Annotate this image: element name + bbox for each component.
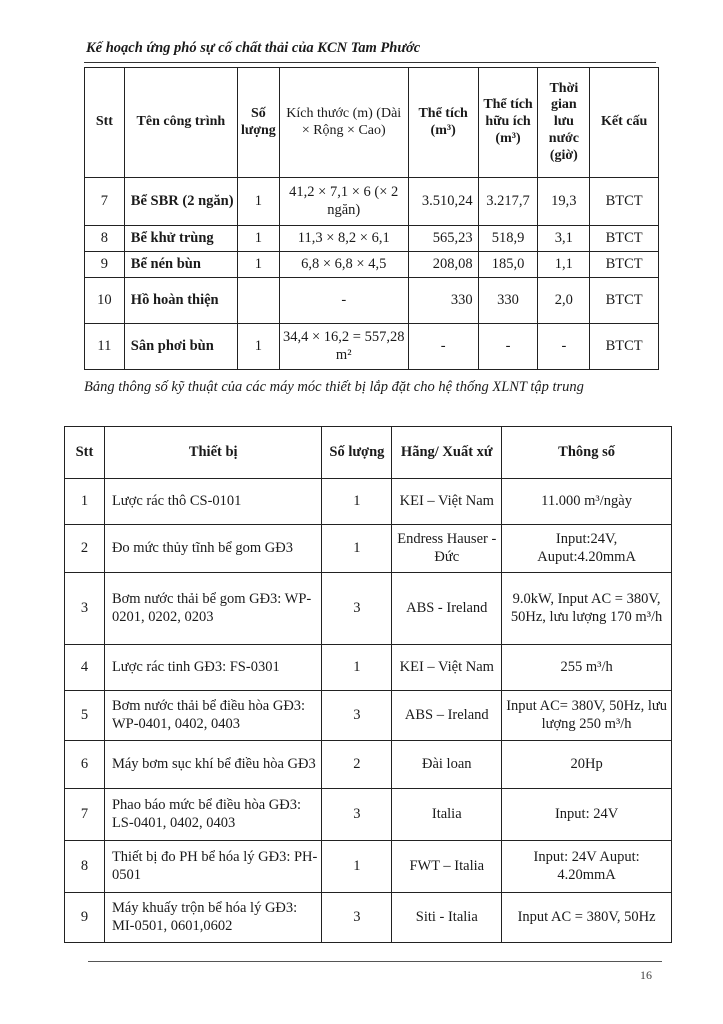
cell-brand: Italia xyxy=(392,789,502,841)
cell-stt: 3 xyxy=(65,573,105,645)
cell-qty: 3 xyxy=(322,573,392,645)
table-caption: Bảng thông số kỹ thuật của các máy móc thiết bị lắp đặt cho hệ thống XLNT tập trung xyxy=(84,379,584,395)
cell-specs: Input:24V, Auput:4.20mmA xyxy=(502,525,672,573)
cell-retention: 19,3 xyxy=(538,178,590,226)
cell-useful-volume: - xyxy=(478,324,538,370)
cell-qty: 3 xyxy=(322,789,392,841)
cell-structure: BTCT xyxy=(590,178,659,226)
table-row xyxy=(85,278,659,324)
col-header-name: Tên công trình xyxy=(124,68,237,178)
table-row xyxy=(65,691,672,741)
cell-stt: 7 xyxy=(85,178,125,226)
cell-volume: 330 xyxy=(408,278,478,324)
cell-name: Bể SBR (2 ngăn) xyxy=(124,178,237,226)
cell-volume: 565,23 xyxy=(408,226,478,252)
cell-device: Phao báo mức bể điều hòa GĐ3: LS-0401, 0402, 0403 xyxy=(104,789,322,841)
cell-stt: 8 xyxy=(65,841,105,893)
cell-specs: Input AC = 380V, 50Hz xyxy=(502,893,672,943)
table-row xyxy=(65,645,672,691)
cell-qty: 1 xyxy=(322,645,392,691)
page-number: 16 xyxy=(640,968,652,982)
table-header-row xyxy=(85,68,659,178)
cell-stt: 2 xyxy=(65,525,105,573)
table-row xyxy=(65,789,672,841)
table-row xyxy=(65,893,672,943)
cell-stt: 6 xyxy=(65,741,105,789)
cell-qty: 1 xyxy=(322,525,392,573)
cell-stt: 4 xyxy=(65,645,105,691)
cell-device: Thiết bị đo PH bể hóa lý GĐ3: PH-0501 xyxy=(104,841,322,893)
cell-device: Bơm nước thải bể điều hòa GĐ3: WP-0401, 0402, 0403 xyxy=(104,691,322,741)
cell-useful-volume: 518,9 xyxy=(478,226,538,252)
table-row xyxy=(65,573,672,645)
cell-name: Bể khử trùng xyxy=(124,226,237,252)
cell-brand: Endress Hauser - Đức xyxy=(392,525,502,573)
cell-stt: 7 xyxy=(65,789,105,841)
cell-name: Hồ hoàn thiện xyxy=(124,278,237,324)
cell-device: Lược rác thô CS-0101 xyxy=(104,479,322,525)
cell-dims: - xyxy=(279,278,408,324)
col-header-specs: Thông số xyxy=(502,427,672,479)
cell-retention: 1,1 xyxy=(538,252,590,278)
table-row xyxy=(85,178,659,226)
cell-qty: 1 xyxy=(237,178,279,226)
cell-qty: 1 xyxy=(237,252,279,278)
col-header-retention: Thời gian lưu nước (giờ) xyxy=(538,68,590,178)
cell-useful-volume: 3.217,7 xyxy=(478,178,538,226)
cell-structure: BTCT xyxy=(590,324,659,370)
cell-name: Bể nén bùn xyxy=(124,252,237,278)
cell-name: Sân phơi bùn xyxy=(124,324,237,370)
cell-brand: Đài loan xyxy=(392,741,502,789)
cell-brand: KEI – Việt Nam xyxy=(392,479,502,525)
cell-stt: 11 xyxy=(85,324,125,370)
header-title: Kế hoạch ứng phó sự cố chất thải của KCN Tam Phước xyxy=(86,40,421,56)
cell-device: Bơm nước thải bể gom GĐ3: WP-0201, 0202, 0203 xyxy=(104,573,322,645)
table-header-row xyxy=(65,427,672,479)
cell-dims: 11,3 × 8,2 × 6,1 xyxy=(279,226,408,252)
cell-brand: KEI – Việt Nam xyxy=(392,645,502,691)
cell-stt: 1 xyxy=(65,479,105,525)
header-divider xyxy=(84,62,656,63)
cell-stt: 5 xyxy=(65,691,105,741)
cell-qty: 3 xyxy=(322,893,392,943)
cell-specs: Input: 24V Auput: 4.20mmA xyxy=(502,841,672,893)
cell-qty: 1 xyxy=(322,479,392,525)
cell-stt: 8 xyxy=(85,226,125,252)
cell-dims: 41,2 × 7,1 × 6 (× 2 ngăn) xyxy=(279,178,408,226)
cell-retention: - xyxy=(538,324,590,370)
table-row xyxy=(65,741,672,789)
cell-specs: 20Hp xyxy=(502,741,672,789)
col-header-useful-volume: Thể tích hữu ích (m³) xyxy=(478,68,538,178)
cell-specs: 9.0kW, Input AC = 380V, 50Hz, lưu lượng 170 m³/h xyxy=(502,573,672,645)
cell-specs: 255 m³/h xyxy=(502,645,672,691)
col-header-stt: Stt xyxy=(65,427,105,479)
cell-specs: Input: 24V xyxy=(502,789,672,841)
table-row xyxy=(65,525,672,573)
footer-divider xyxy=(88,961,662,962)
cell-volume: - xyxy=(408,324,478,370)
cell-device: Máy khuấy trộn bể hóa lý GĐ3: MI-0501, 0601,0602 xyxy=(104,893,322,943)
table-row xyxy=(65,479,672,525)
cell-retention: 3,1 xyxy=(538,226,590,252)
cell-volume: 3.510,24 xyxy=(408,178,478,226)
cell-specs: Input AC= 380V, 50Hz, lưu lượng 250 m³/h xyxy=(502,691,672,741)
col-header-stt: Stt xyxy=(85,68,125,178)
cell-stt: 9 xyxy=(85,252,125,278)
cell-qty: 1 xyxy=(237,226,279,252)
cell-qty: 1 xyxy=(237,324,279,370)
col-header-volume: Thể tích (m³) xyxy=(408,68,478,178)
cell-brand: ABS - Ireland xyxy=(392,573,502,645)
col-header-dims: Kích thước (m) (Dài × Rộng × Cao) xyxy=(279,68,408,178)
col-header-device: Thiết bị xyxy=(104,427,322,479)
cell-stt: 10 xyxy=(85,278,125,324)
cell-brand: FWT – Italia xyxy=(392,841,502,893)
cell-dims: 34,4 × 16,2 = 557,28 m² xyxy=(279,324,408,370)
cell-brand: ABS – Ireland xyxy=(392,691,502,741)
equipment-table xyxy=(64,426,672,943)
cell-specs: 11.000 m³/ngày xyxy=(502,479,672,525)
cell-volume: 208,08 xyxy=(408,252,478,278)
col-header-structure: Kết cấu xyxy=(590,68,659,178)
cell-device: Lược rác tinh GĐ3: FS-0301 xyxy=(104,645,322,691)
cell-useful-volume: 330 xyxy=(478,278,538,324)
table-row xyxy=(85,324,659,370)
col-header-qty: Số lượng xyxy=(322,427,392,479)
cell-useful-volume: 185,0 xyxy=(478,252,538,278)
col-header-qty: Số lượng xyxy=(237,68,279,178)
table-row xyxy=(85,226,659,252)
cell-structure: BTCT xyxy=(590,226,659,252)
cell-device: Đo mức thủy tĩnh bể gom GĐ3 xyxy=(104,525,322,573)
cell-dims: 6,8 × 6,8 × 4,5 xyxy=(279,252,408,278)
table-row xyxy=(65,841,672,893)
cell-qty: 2 xyxy=(322,741,392,789)
col-header-brand: Hãng/ Xuất xứ xyxy=(392,427,502,479)
cell-structure: BTCT xyxy=(590,252,659,278)
cell-brand: Siti - Italia xyxy=(392,893,502,943)
cell-retention: 2,0 xyxy=(538,278,590,324)
cell-qty xyxy=(237,278,279,324)
table-row xyxy=(85,252,659,278)
cell-structure: BTCT xyxy=(590,278,659,324)
cell-qty: 3 xyxy=(322,691,392,741)
cell-stt: 9 xyxy=(65,893,105,943)
structures-table xyxy=(84,67,659,370)
cell-device: Máy bơm sục khí bể điều hòa GĐ3 xyxy=(104,741,322,789)
cell-qty: 1 xyxy=(322,841,392,893)
